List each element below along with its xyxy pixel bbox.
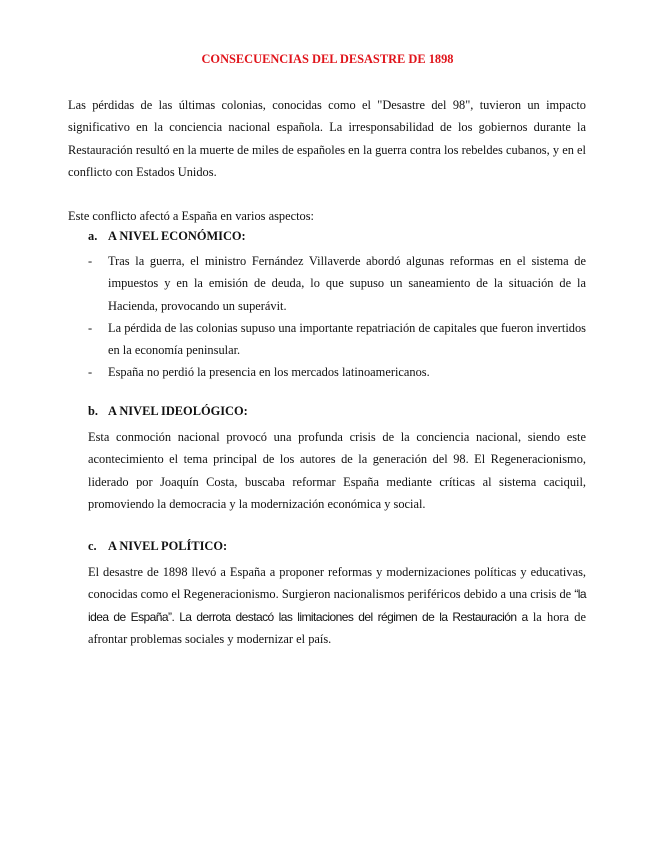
section-label: b. [88,404,98,418]
ideologico-paragraph: Esta conmoción nacional provocó una profunda crisis de la conciencia nacional, siendo este acontecimiento el tema principal de los autores de la generación del 98. El Regeneracionismo, liderado por Joaquín Costa, buscaba reformar España mediante críticas al sistema caciquil, promoviendo la democracia y la modernización económica y social. [88,430,586,511]
section-heading-text: A NIVEL IDEOLÓGICO: [108,404,248,418]
list-item-text: España no perdió la presencia en los mercados latinoamericanos. [108,365,430,380]
section-heading-politico [88,539,227,554]
list-item [88,250,586,317]
list-item [88,361,586,383]
section-label: a. [88,229,98,243]
intro-lead-paragraph: Este conflicto afectó a España en varios aspectos: [68,209,314,223]
politico-text-part2: “la idea de España”. La derrota destacó las limitaciones del régimen de la Restauración a [88,587,586,624]
list-item-text: Tras la guerra, el ministro Fernández Villaverde abordó algunas reformas en el sistema de impuestos y en la emisión de deuda, lo que supuso un saneamiento de la situación de la Hacienda, provocando un superávit. [108,254,586,313]
list-item-text: La pérdida de las colonias supuso una importante repatriación de capitales que fueron invertidos en la economía peninsular. [108,320,586,358]
list-item [88,317,586,362]
document-title: CONSECUENCIAS DEL DESASTRE DE 1898 [201,52,454,66]
section-heading-text: A NIVEL ECONÓMICO: [108,229,246,243]
politico-paragraph [88,561,586,650]
section-label: c. [88,539,97,553]
bullet-marker: - [88,254,93,268]
section-heading-ideologico [88,404,248,419]
politico-text-part3: la hora de afrontar problemas sociales y modernizar el país. [88,609,586,646]
bullet-marker: - [88,320,93,335]
section-heading-economico [88,229,246,244]
bullet-marker: - [88,365,93,380]
section-heading-text: A NIVEL POLÍTICO: [108,539,228,553]
intro-paragraph: Las pérdidas de las últimas colonias, conocidas como el "Desastre del 98", tuvieron un impacto significativo en la conciencia nacional española. La irresponsabilidad de los gobiernos durante la Restauración resultó en la muerte de miles de españoles en la guerra contra los rebeldes cubanos, y en el conflicto con Estados Unidos. [68,98,586,179]
economic-bullet-list [88,250,586,384]
politico-text-part1: El desastre de 1898 llevó a España a proponer reformas y modernizaciones políticas y educativas, conocidas como el Regeneracionismo. Surgieron nacionalismos periféricos debido a una crisis de [88,565,586,602]
